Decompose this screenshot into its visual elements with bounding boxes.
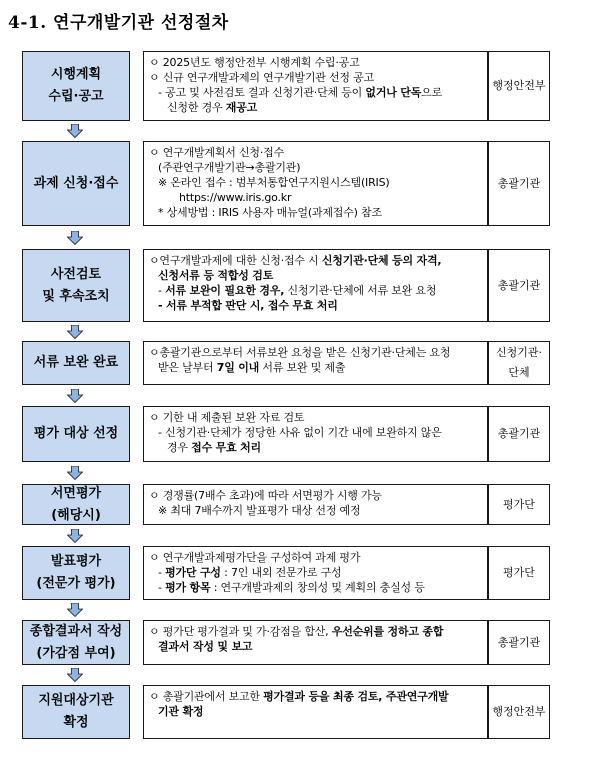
step-label-line: 서면평가 <box>50 485 102 501</box>
emphasis-text: 없거나 단독 <box>365 86 422 99</box>
description-line <box>149 175 483 190</box>
responsible-org-line: 신청기관· <box>495 346 542 359</box>
step-description-8 <box>143 620 488 665</box>
emphasis-text: 평가 항목 <box>165 581 211 594</box>
text-run: ㅇ 신규 연구개발과제의 연구개발기관 선정 공고 <box>149 71 375 84</box>
responsible-org-line: 평가단 <box>503 566 535 579</box>
description-line <box>149 360 483 375</box>
emphasis-text: 신청기관·단체 등의 자격, <box>321 254 442 267</box>
text-run: ㅇ 연구개발과제평가단을 구성하여 과제 평가 <box>149 551 361 564</box>
description-line <box>149 145 483 160</box>
step-label-5 <box>22 406 130 462</box>
responsible-org-line: 단체 <box>508 366 530 379</box>
step-label-line: 지원대상기관 <box>38 693 114 708</box>
step-label-4 <box>22 341 130 385</box>
page-title: 4-1. 연구개발기관 선정절차 <box>8 13 229 33</box>
step-label-line: 수립·공고 <box>48 89 104 104</box>
step-description-7 <box>143 546 488 600</box>
responsible-org-7 <box>488 546 550 600</box>
text-run: - <box>158 566 166 579</box>
text-run: 경우 <box>167 441 192 454</box>
down-arrow-icon <box>67 325 83 339</box>
step-label-1 <box>22 51 130 121</box>
text-run: * 상세방법 : IRIS 사용자 매뉴얼(과제접수) 참조 <box>158 206 382 219</box>
step-label-3 <box>22 249 130 322</box>
step-description-2 <box>143 141 488 226</box>
down-arrow-icon <box>67 668 83 682</box>
step-label-6 <box>22 484 130 525</box>
emphasis-text: - 서류 부적합 판단 시, 접수 무효 처리 <box>158 299 338 312</box>
description-line <box>149 639 483 654</box>
description-line <box>149 55 483 70</box>
text-run: 으로 <box>421 86 443 99</box>
description-line <box>149 100 483 115</box>
text-run: (주관연구개발기관→총괄기관) <box>158 161 301 174</box>
text-run: 신청한 경우 <box>167 101 226 114</box>
step-description-3 <box>143 249 488 322</box>
step-description-4 <box>143 341 488 385</box>
step-label-line: 및 후속조치 <box>42 288 110 304</box>
step-label-line: 서류 보완 완료 <box>33 355 119 370</box>
step-label-2 <box>22 141 130 226</box>
responsible-org-line: 행정안전부 <box>492 705 546 718</box>
step-label-9 <box>22 685 130 739</box>
text-run: 서류 보완 및 제출 <box>259 361 346 374</box>
emphasis-text: 평가단 구성 <box>165 566 221 579</box>
description-line <box>149 488 483 503</box>
text-run: ㅇ 총괄기관에서 보고한 <box>149 690 264 703</box>
responsible-org-6 <box>488 484 550 525</box>
emphasis-text: 7일 이내 <box>216 361 260 374</box>
down-arrow-icon <box>67 231 83 245</box>
description-line <box>149 440 483 455</box>
emphasis-text: 평가결과 등을 최종 검토, 주관연구개발 <box>263 690 449 703</box>
step-label-line: 시행계획 <box>50 67 102 82</box>
description-line <box>149 425 483 440</box>
text-run: ㅇ 경쟁률(7배수 초과)에 따라 서면평가 시행 가능 <box>149 489 382 502</box>
text-run: ※ 온라인 접수 : 범부처통합연구지원시스템(IRIS) <box>158 176 390 189</box>
step-label-line: 확정 <box>63 715 89 730</box>
step-label-line: (해당시) <box>51 507 101 523</box>
description-line <box>149 253 483 268</box>
description-line <box>149 503 483 518</box>
responsible-org-line: 총괄기관 <box>497 635 541 649</box>
step-description-6 <box>143 484 488 525</box>
responsible-org-1 <box>488 51 550 121</box>
step-label-line: 과제 신청·접수 <box>33 175 119 191</box>
text-run: ㅇ 기한 내 제출된 보완 자료 검토 <box>149 411 305 424</box>
step-label-line: 사전검토 <box>50 266 102 282</box>
emphasis-text: 신청서류 등 적합성 검토 <box>158 269 274 282</box>
text-run: - 공고 및 사전검토 결과 신청기관·단체 등이 <box>158 86 366 99</box>
text-run: ㅇ 2025년도 행정안전부 시행계획 수립·공고 <box>149 56 360 69</box>
description-line <box>149 298 483 313</box>
description-line <box>149 283 483 298</box>
responsible-org-line: 평가단 <box>503 497 535 511</box>
description-line <box>149 624 483 639</box>
description-line <box>149 268 483 283</box>
responsible-org-8 <box>488 620 550 665</box>
responsible-org-line: 총괄기관 <box>497 427 541 440</box>
description-line <box>149 689 483 704</box>
text-run: ㅇ 연구개발계획서 신청·접수 <box>149 146 285 159</box>
emphasis-text: 재공고 <box>225 101 258 114</box>
responsible-org-line: 총괄기관 <box>497 278 541 292</box>
text-run: : 연구개발과제의 창의성 및 계획의 충실성 등 <box>210 581 425 594</box>
step-label-line: 발표평가 <box>50 554 102 569</box>
description-line <box>149 410 483 425</box>
description-line <box>149 160 483 175</box>
text-run: 신청기관·단체에 서류 보완 요청 <box>284 284 437 297</box>
responsible-org-2 <box>488 141 550 226</box>
text-run: ※ 최대 7배수까지 발표평가 대상 선정 예정 <box>158 504 361 517</box>
text-run: - <box>158 581 166 594</box>
responsible-org-line: 총괄기관 <box>497 176 541 190</box>
description-line <box>149 580 483 595</box>
responsible-org-9 <box>488 685 550 739</box>
text-run: ㅇ연구개발과제에 대한 신청·접수 시 <box>149 254 322 267</box>
text-run: ㅇ총괄기관으로부터 서류보완 요청을 받은 신청기관·단체는 요청 <box>149 346 451 359</box>
responsible-org-line: 행정안전부 <box>492 79 546 92</box>
down-arrow-icon <box>67 529 83 543</box>
step-description-1 <box>143 51 488 121</box>
responsible-org-3 <box>488 249 550 322</box>
description-line <box>149 70 483 85</box>
emphasis-text: 서류 보완이 필요한 경우, <box>165 284 285 297</box>
text-run: https://www.iris.go.kr <box>179 191 292 204</box>
text-run: : 7인 내외 전문가로 구성 <box>220 566 342 579</box>
step-label-line: 종합결과서 작성 <box>29 623 123 639</box>
step-label-line: (전문가 평가) <box>36 576 116 591</box>
emphasis-text: 접수 무효 처리 <box>191 441 261 454</box>
responsible-org-4 <box>488 341 550 385</box>
down-arrow-icon <box>67 466 83 480</box>
description-line <box>149 704 483 719</box>
down-arrow-icon <box>67 603 83 617</box>
emphasis-text: 결과서 작성 및 보고 <box>158 640 253 653</box>
step-label-line: 평가 대상 선정 <box>33 426 119 441</box>
description-line <box>149 565 483 580</box>
emphasis-text: 우선순위를 정하고 종합 <box>331 625 444 638</box>
text-run: - <box>158 284 166 297</box>
step-label-7 <box>22 546 130 600</box>
description-line <box>149 205 483 220</box>
description-line <box>149 190 483 205</box>
step-label-8 <box>22 620 130 665</box>
text-run: ㅇ 평가단 평가결과 및 가·감점을 합산, <box>149 625 332 638</box>
down-arrow-icon <box>67 389 83 403</box>
text-run: - 신청기관·단체가 정당한 사유 없이 기간 내에 보완하지 않은 <box>158 426 442 439</box>
description-line <box>149 345 483 360</box>
down-arrow-icon <box>67 124 83 138</box>
emphasis-text: 기관 확정 <box>158 705 204 718</box>
responsible-org-5 <box>488 406 550 462</box>
step-description-5 <box>143 406 488 462</box>
step-label-line: (가감점 부여) <box>36 645 116 661</box>
description-line <box>149 85 483 100</box>
step-description-9 <box>143 685 488 739</box>
description-line <box>149 550 483 565</box>
text-run: 받은 날부터 <box>158 361 217 374</box>
